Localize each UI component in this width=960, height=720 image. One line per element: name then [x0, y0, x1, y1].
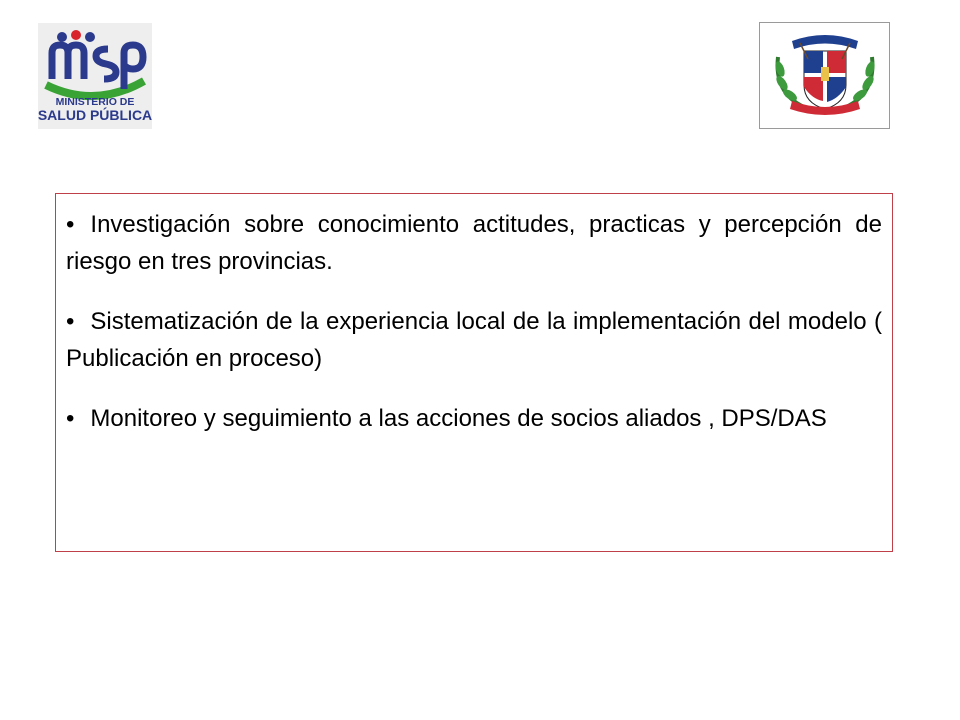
svg-text:SALUD PÚBLICA: SALUD PÚBLICA — [38, 107, 152, 123]
content-box — [55, 193, 893, 552]
bullet-item-monitoreo — [66, 400, 882, 437]
bullet-mark: • — [66, 211, 75, 238]
bullet-text: Investigación sobre conocimiento actitudes, practicas y percepción de riesgo en tres provincias. — [66, 211, 882, 275]
msp-logo — [38, 23, 152, 129]
coat-of-arms — [759, 22, 890, 129]
bullet-text: Monitoreo y seguimiento a las acciones de socios aliados , DPS/DAS — [90, 405, 827, 432]
dominican-coat-of-arms-icon — [760, 23, 889, 128]
bullet-mark: • — [66, 405, 75, 432]
msp-logo-graphic — [38, 23, 152, 129]
bullet-item-sistematizacion — [66, 303, 882, 377]
bullet-item-investigacion — [66, 206, 882, 280]
bullet-mark: • — [66, 308, 75, 335]
svg-text:MINISTERIO DE: MINISTERIO DE — [55, 96, 135, 108]
bullet-text: Sistematización de la experiencia local de la implementación del modelo ( Publicación en proceso) — [66, 308, 882, 372]
